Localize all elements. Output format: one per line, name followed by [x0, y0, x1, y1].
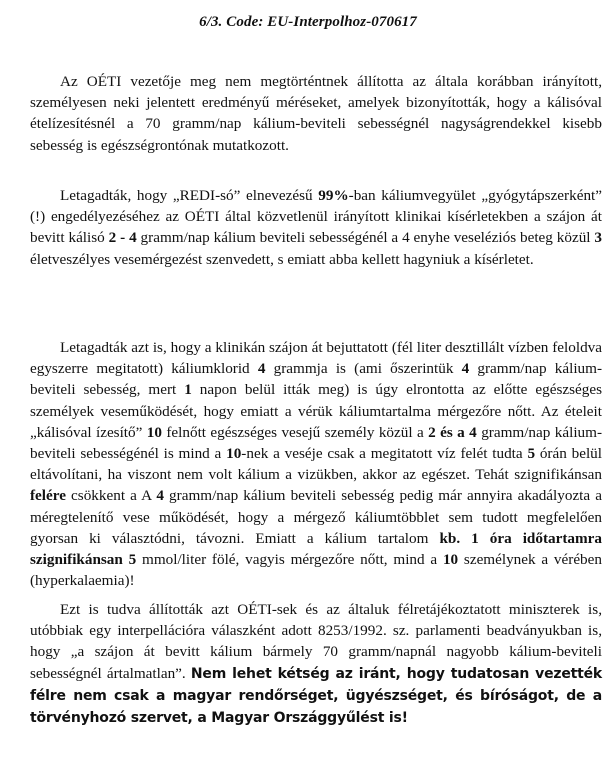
- paragraph-2: [30, 185, 602, 270]
- p2-bold: 99%: [318, 187, 349, 204]
- p2-bold: 2 - 4: [108, 229, 137, 247]
- p3-bold: felére: [30, 487, 66, 505]
- p3-bold: 10: [442, 551, 459, 569]
- paragraph-1: Az OÉTI vezetője meg nem megtörténtnek állította az általa korábban irányított, személyesen neki jelentett eredményű méréseket, amelyek bizonyították, hogy a kálisóval ételízesítésnél a 70 gramm/nap kálium-beviteli sebességnél nagyságrendekkel kisebb sebesség is egészségrontónak mutatkozott.: [30, 73, 602, 154]
- p3-text: felnőtt egészséges vesejű személy közül a: [161, 423, 429, 441]
- p3-bold: 4: [156, 487, 164, 505]
- p3-text: napon belül itták meg) is úgy elrontotta az előtte egészséges személyek veseműködését, hogy emiatt a vérük káliumtartalma mérgezőre nőtt. Az ételeit „kálisóval ízesítő”: [30, 381, 602, 441]
- p3-text: -nek a veséje csak a megitatott víz felét tudta: [241, 445, 528, 463]
- p3-text: órán belül eltávolítani, ha viszont nem volt kálium a vizükben, akkor az egészet. Tehát szignifikánsan: [30, 445, 602, 484]
- p3-text: személynek a vérében (hyperkalaemia)!: [30, 551, 602, 590]
- p4-bold-conclusion: Nem lehet kétség az iránt, hogy tudatosan vezették félre nem csak a magyar rendőrséget, ügyészséget, és bíróságot, de a törvényhozó szervet, a Magyar Országgyűlést is!: [30, 665, 603, 727]
- p3-text: grammja is (ami őszerintük: [265, 360, 462, 378]
- p3-bold: kb. 1 óra időtartamra szignifikánsan 5: [30, 529, 602, 569]
- p3-bold: 4: [461, 360, 470, 378]
- p2-text: Letagadták, hogy „REDI-só” elnevezésű: [60, 187, 319, 204]
- p2-bold: 3: [594, 229, 602, 247]
- p3-text: mmol/liter fölé, vagyis mérgezőre nőtt, mind a: [136, 551, 443, 569]
- p4-text: Ezt is tudva állították azt OÉTI-sek és az általuk félretájékoztatott miniszterek is, utóbbiak egy interpellációra válaszként adott 8253/1992. sz. parlamenti beadványukban is, hogy „a szájon át bevitt kálium bármely 70 gramm/napnál nagyobb kálium-beviteli sebességnél ártalmatlan”.: [30, 601, 602, 682]
- p3-text: Letagadták azt is, hogy a klinikán szájon át bejuttatott (fél liter desztillált vízben feloldva egyszerre megitatott) káliumklorid: [30, 339, 602, 378]
- paragraph-3: [30, 337, 602, 591]
- p3-text: gramm/nap kálium beviteli sebesség pedig már annyira akadályozta a méregtelenítő vese működését, hogy a mérgező káliumtöbblet sem tudott megfelelően gyorsan ki választódni, távozni. Emiatt a kálium tartalom: [30, 487, 602, 547]
- paragraph-4: [30, 599, 602, 729]
- p3-bold: 5: [527, 445, 536, 463]
- p3-bold: 10: [146, 423, 162, 441]
- p3-bold: 10: [226, 445, 242, 463]
- p3-text: gramm/nap kálium-beviteli sebességénél is mind a: [30, 423, 602, 463]
- p3-bold: 2 és a 4: [428, 423, 477, 441]
- document-code-header: 6/3. Code: EU-Interpolhoz-070617: [199, 14, 417, 30]
- p3-bold: 4: [257, 360, 266, 378]
- p2-text: életveszélyes vesemérgezést szenvedett, s emiatt abba kellett hagyniuk a kísérletet.: [30, 250, 534, 268]
- p2-text: -ban káliumvegyület „gyógytápszerként” (!) engedélyezéséhez az OÉTI által közvetlenül irányított klinikai kísérletekben a szájon át bevitt kálisó: [30, 187, 602, 247]
- p2-text: gramm/nap kálium beviteli sebességénél a 4 enyhe veseléziós beteg közül: [136, 229, 595, 247]
- p3-bold: 1: [184, 381, 192, 399]
- p3-text: csökkent a A: [65, 487, 157, 505]
- p3-text: gramm/nap kálium-beviteli sebesség, mert: [30, 360, 603, 399]
